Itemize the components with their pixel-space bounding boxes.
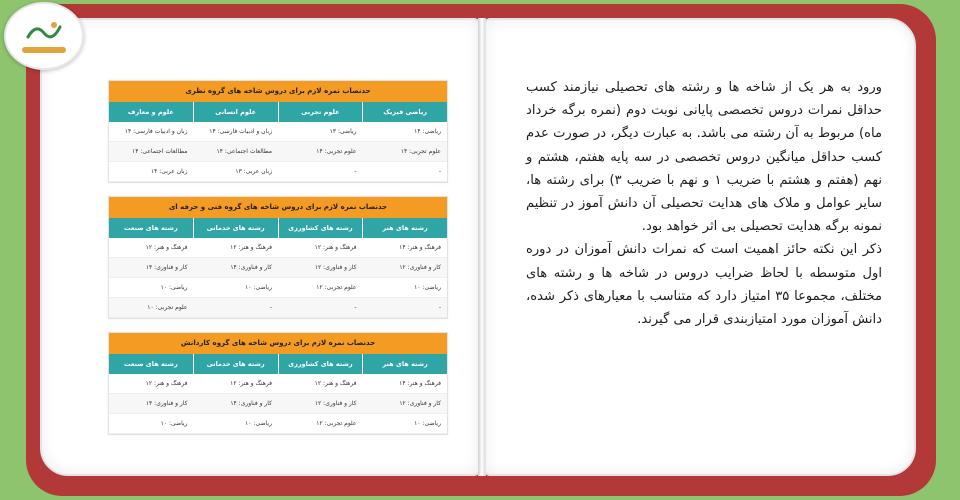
table-title: حدنصاب نمره لازم برای دروس شاخه های گروه فنی و حرفه ای: [109, 197, 447, 218]
table-cell: زبان و ادبیات فارسی: ۱۴: [209, 128, 272, 135]
table-row: [109, 162, 447, 182]
table-cell: کار و فناوری: ۱۲: [314, 400, 357, 407]
table-title: حدنصاب نمره لازم برای دروس شاخه های گروه نظری: [109, 81, 447, 102]
table-row: [109, 258, 447, 278]
table-header: [109, 354, 447, 374]
table-cell: ریاضی: ۱۳: [329, 128, 357, 135]
header-cell: علوم انسانی: [193, 102, 278, 122]
table-cell: کار و فناوری: ۱۲: [314, 264, 357, 271]
header-cell: رشته های کشاورزی: [278, 218, 363, 238]
table-cell: کار و فناوری: ۱۴: [145, 400, 188, 407]
header-cell: رشته های هنر: [362, 218, 447, 238]
table-cell: علوم تجربی: ۱۴: [400, 148, 441, 155]
header-cell: رشته های خدماتی: [193, 218, 278, 238]
table-cell: -: [438, 304, 441, 311]
table-row: [109, 394, 447, 414]
right-page: [484, 18, 916, 476]
logo-icon: [4, 2, 84, 70]
table-cell: کار و فناوری: ۱۴: [145, 264, 188, 271]
header-cell: ریاضی فیزیک: [362, 102, 447, 122]
table-row: [109, 278, 447, 298]
paragraph: ورود به هر یک از شاخه ها و رشته های تحصیلی نیازمند کسب حداقل نمرات دروس تخصصی پایانی نوبت دوم (نمره برگه خرداد ماه) مربوط به آن رشته می باشد. به عبارت دیگر، در صورت عدم کسب حداقل میانگین دروس تخصصی در سه پایه هفتم، هشتم و نهم (هفتم و هشتم با ضریب ۱ و نهم با ضریب ۳) برای رشته ها، سایر عوامل و ملاک های هدایت تحصیلی آن دانش آموز در تنظیم نمونه برگه هدایت تحصیلی بی اثر خواهد بود.: [526, 80, 882, 235]
table-cell: ریاضی: ۱۰: [245, 284, 272, 291]
table-cell: ریاضی: ۱۰: [160, 420, 188, 427]
table-cell: ریاضی: ۱۰: [414, 284, 441, 291]
table-row: [109, 122, 447, 142]
table-cell: فرهنگ و هنر: ۱۲: [145, 244, 188, 251]
table-cell: علوم تجربی: ۱۲: [316, 420, 357, 427]
table-cell: فرهنگ و هنر: ۱۴: [399, 244, 441, 251]
table-cell: ریاضی: ۱۰: [414, 420, 441, 427]
table-cell: فرهنگ و هنر: ۱۲: [314, 244, 357, 251]
left-page: [40, 18, 480, 476]
header-cell: علوم و معارف: [127, 108, 174, 116]
header-cell: علوم تجربی: [278, 102, 363, 122]
table-cell: ریاضی: ۱۴: [414, 128, 441, 135]
table-cell: کار و فناوری: ۱۲: [399, 400, 441, 407]
table-cell: -: [438, 168, 441, 175]
table-cell: فرهنگ و هنر: ۱۲: [230, 244, 272, 251]
table-cell: کار و فناوری: ۱۲: [399, 264, 441, 271]
paragraph: ذکر این نکته حائز اهمیت است که نمرات دانش آموزان در دوره اول متوسطه با لحاظ ضرایب دروس در شاخه ها و رشته های مختلف، مجموعا ۳۵ امتیاز دارد که متناسب با معیارهای ذکر شده، دانش آموزان مورد امتیازبندی قرار می گیرند.: [526, 242, 882, 328]
table-cell: مطالعات اجتماعی: ۱۴: [216, 148, 272, 155]
table-row: [109, 238, 447, 258]
table-cell: فرهنگ و هنر: ۱۲: [230, 380, 272, 387]
header-cell: رشته های خدماتی: [193, 354, 278, 374]
table-row: [109, 414, 447, 434]
table-cell: مطالعات اجتماعی: ۱۴: [131, 148, 188, 155]
table-cell: فرهنگ و هنر: ۱۲: [145, 380, 188, 387]
logo-brush: [22, 47, 66, 53]
table-cell: ریاضی: ۱۰: [160, 284, 188, 291]
table-cell: علوم تجربی: ۱۰: [147, 304, 188, 311]
table-row: [109, 374, 447, 394]
header-cell: رشته های صنعت: [124, 360, 178, 368]
table-cell: ریاضی: ۱۰: [245, 420, 272, 427]
table-theoretical: [108, 80, 448, 183]
header-cell: رشته های صنعت: [124, 224, 178, 232]
table-cell: کار و فناوری: ۱۴: [230, 264, 272, 271]
header-cell: رشته های هنر: [362, 354, 447, 374]
table-cell: علوم تجربی: ۱۴: [316, 148, 357, 155]
table-title: حدنصاب نمره لازم برای دروس شاخه های گروه کاردانش: [109, 333, 447, 354]
header-cell: رشته های کشاورزی: [278, 354, 363, 374]
table-cell: علوم تجربی: ۱۲: [316, 284, 357, 291]
table-vocational: [108, 332, 448, 435]
body-text: [526, 76, 882, 331]
table-row: [109, 142, 447, 162]
table-cell: -: [354, 168, 357, 175]
table-row: [109, 298, 447, 318]
table-header: [109, 218, 447, 238]
table-cell: -: [354, 304, 357, 311]
table-cell: زبان عربی: ۱۴: [150, 168, 188, 175]
table-header: [109, 102, 447, 122]
table-cell: فرهنگ و هنر: ۱۲: [314, 380, 357, 387]
table-cell: کار و فناوری: ۱۴: [230, 400, 272, 407]
table-cell: زبان عربی: ۱۳: [235, 168, 272, 175]
table-cell: -: [269, 304, 272, 311]
book: [26, 4, 936, 496]
table-cell: فرهنگ و هنر: ۱۴: [399, 380, 441, 387]
logo-graphic: [24, 19, 64, 45]
table-technical: [108, 196, 448, 319]
table-cell: زبان و ادبیات فارسی: ۱۴: [124, 128, 188, 135]
